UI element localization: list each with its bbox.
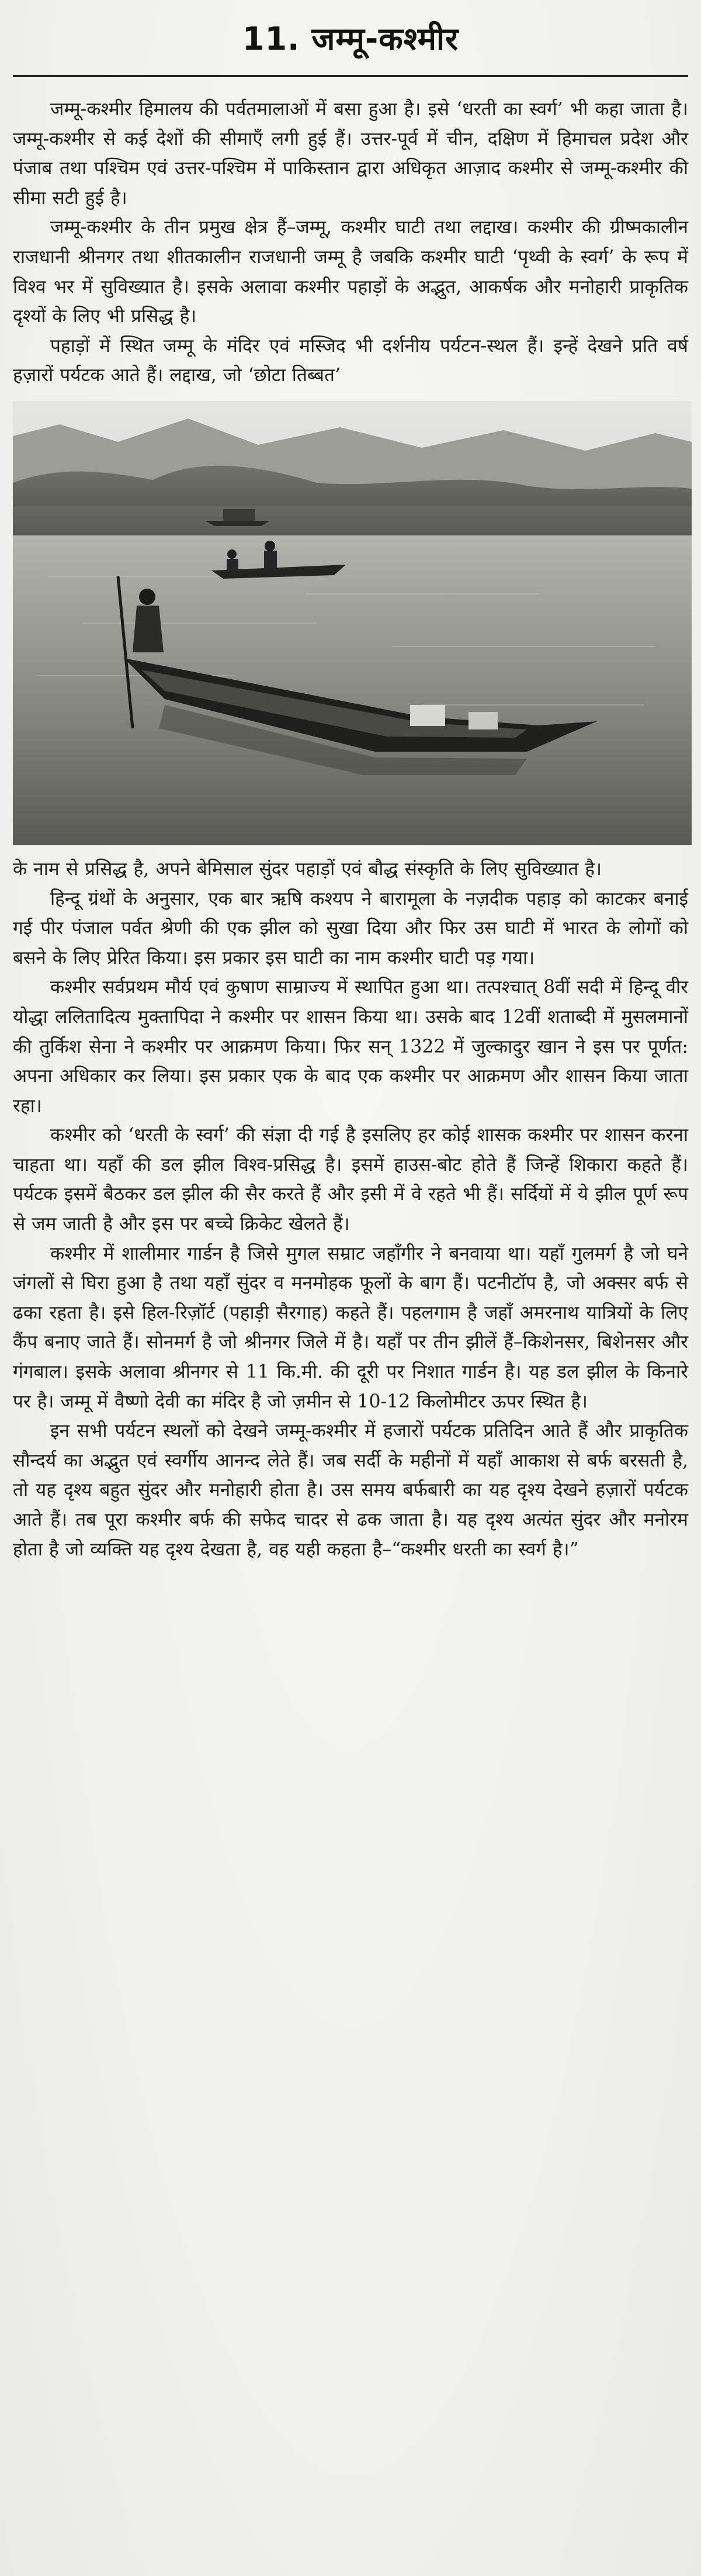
lake-boats-photo <box>13 401 692 845</box>
paragraph: कश्मीर सर्वप्रथम मौर्य एवं कुषाण साम्राज्य में स्थापित हुआ था। तत्पश्चात् 8वीं सदी में हिन्दू वीर योद्धा ललितादित्य मुक्तापिदा ने कश्मीर पर शासन किया था। उसके बाद 12वीं शताब्दी में मुसलमानों की तुर्किश सेना ने कश्मीर पर आक्रमण किया। फिर सन् 1322 में जुल्कादुर खान ने इस पर पूर्णत: अपना अधिकार कर लिया। इस प्रकार एक के बाद एक कश्मीर पर आक्रमण और शासन किया जाता रहा। <box>13 977 688 1116</box>
page-title: 11. जम्मू-कश्मीर <box>242 20 459 57</box>
paragraph: कश्मीर को ‘धरती के स्वर्ग’ की संज्ञा दी गई है इसलिए हर कोई शासक कश्मीर पर शासन करना चाहता था। यहाँ की डल झील विश्व-प्रसिद्ध है। इसमें हाउस-बोट होते हैं जिन्हें शिकारा कहते हैं। पर्यटक इसमें बैठकर डल झील की सैर करते हैं और इसी में वे रहते भी हैं। सर्दियों में ये झील पूर्ण रूप से जम जाती है और इस पर बच्चे क्रिकेट खेलते हैं। <box>13 1125 688 1235</box>
paragraph-continued: के नाम से प्रसिद्ध है, अपने बेमिसाल सुंदर पहाड़ों एवं बौद्ध संस्कृति के लिए सुविख्यात है। <box>13 858 602 880</box>
paragraph: पहाड़ों में स्थित जम्मू के मंदिर एवं मस्जिद भी दर्शनीय पर्यटन-स्थल हैं। इन्हें देखने प्रति वर्ष हज़ारों पर्यटक आते हैं। लद्दाख, जो ‘छोटा तिब्बत’ <box>13 335 688 386</box>
title-divider <box>13 75 688 77</box>
paragraph: कश्मीर में शालीमार गार्डन है जिसे मुगल सम्राट जहाँगीर ने बनवाया था। यहाँ गुलमर्ग है जो घने जंगलों से घिरा हुआ है तथा यहाँ सुंदर व मनमोहक फूलों के बाग हैं। पटनीटॉप है, जो अक्सर बर्फ से ढका रहता है। इसे हिल-रिज़ॉर्ट (पहाड़ी सैरगाह) कहते हैं। पहलगाम है जहाँ अमरनाथ यात्रियों के लिए कैंप बनाए जाते हैं। सोनमर्ग है जो श्रीनगर जिले में है। यहाँ पर तीन झीलें हैं–किशेनसर, बिशेनसर और गंगबाल। इसके अलावा श्रीनगर से 11 कि.मी. की दूरी पर निशात गार्डन है। यह डल झील के किनारे पर है। जम्मू में वैष्णो देवी का मंदिर है जो ज़मीन से 10-12 किलोमीटर ऊपर स्थित है। <box>13 1243 688 1412</box>
essay-body <box>13 95 688 1564</box>
paragraph: जम्मू-कश्मीर हिमालय की पर्वतमालाओं में बसा हुआ है। इसे ‘धरती का स्वर्ग’ भी कहा जाता है। जम्मू-कश्मीर से कई देशों की सीमाएँ लगी हुई हैं। उत्तर-पूर्व में चीन, दक्षिण में हिमाचल प्रदेश और पंजाब तथा पश्चिम एवं उत्तर-पश्चिम में पाकिस्तान द्वारा अधिकृत आज़ाद कश्मीर से जम्मू-कश्मीर की सीमा सटी हुई है। <box>13 99 688 209</box>
paragraph: इन सभी पर्यटन स्थलों को देखने जम्मू-कश्मीर में हजारों पर्यटक प्रतिदिन आते हैं और प्राकृतिक सौन्दर्य का अद्भुत एवं स्वर्गीय आनन्द लेते हैं। जब सर्दी के महीनों में यहाँ आकाश से बर्फ बरसती है, तो यह दृश्य बहुत सुंदर और मनोहारी होता है। उस समय बर्फबारी का यह दृश्य देखने हज़ारों पर्यटक आते हैं। तब पूरा कश्मीर बर्फ की सफेद चादर से ढक जाता है। यह दृश्य अत्यंत सुंदर और मनोरम होता है जो व्यक्ति यह दृश्य देखता है, वह यही कहता है–“कश्मीर धरती का स्वर्ग है।” <box>13 1420 688 1560</box>
paragraph: जम्मू-कश्मीर के तीन प्रमुख क्षेत्र हैं–जम्मू, कश्मीर घाटी तथा लद्दाख। कश्मीर की ग्रीष्मकालीन राजधानी श्रीनगर तथा शीतकालीन राजधानी जम्मू है जबकि कश्मीर घाटी ‘पृथ्वी के स्वर्ग’ के रूप में विश्व भर में सुविख्यात है। इसके अलावा कश्मीर पहाड़ों के अद्भुत, आकर्षक और मनोहारी प्राकृतिक दृश्यों के लिए भी प्रसिद्ध है। <box>13 217 688 327</box>
paragraph: हिन्दू ग्रंथों के अनुसार, एक बार ऋषि कश्यप ने बारामूला के नज़दीक पहाड़ को काटकर बनाई गई पीर पंजाल पर्वत श्रेणी की एक झील को सुखा दिया और फिर उस घाटी में भारत के लोगों को बसने के लिए प्रेरित किया। इस प्रकार इस घाटी का नाम कश्मीर घाटी पड़ गया। <box>13 888 688 969</box>
